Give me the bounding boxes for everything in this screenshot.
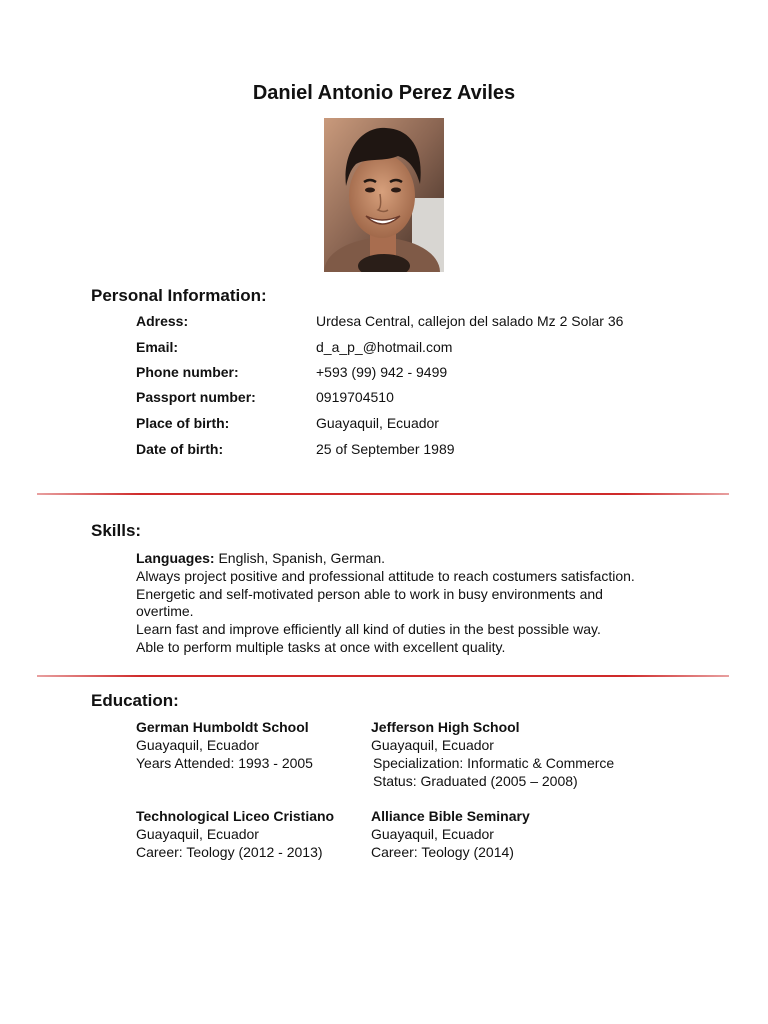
personal-info-heading: Personal Information: <box>91 286 267 305</box>
school-name: German Humboldt School <box>136 719 309 735</box>
phone-label: Phone number: <box>136 364 239 380</box>
school-detail: Guayaquil, Ecuador <box>371 737 494 753</box>
passport-value: 0919704510 <box>316 389 394 405</box>
skills-languages <box>136 549 385 567</box>
school-name: Technological Liceo Cristiano <box>136 808 335 824</box>
school-detail: Guayaquil, Ecuador <box>136 737 259 753</box>
school-detail: Specialization: Informatic & Commerce <box>373 755 615 771</box>
school-detail: Guayaquil, Ecuador <box>136 826 259 842</box>
phone-value: +593 (99) 942 - 9499 <box>316 364 448 380</box>
school-detail: Status: Graduated (2005 – 2008) <box>373 773 578 789</box>
birthdate-label: Date of birth: <box>136 441 224 457</box>
skills-line: Always project positive and professional attitude to reach costumers satisfaction. <box>136 568 635 584</box>
section-divider <box>37 675 729 677</box>
section-divider <box>37 493 729 495</box>
profile-photo <box>324 118 444 272</box>
school-detail: Years Attended: 1993 - 2005 <box>136 755 313 771</box>
email-label: Email: <box>136 339 179 355</box>
resume-name: Daniel Antonio Perez Aviles <box>252 82 516 104</box>
school-detail: Guayaquil, Ecuador <box>371 826 494 842</box>
address-value: Urdesa Central, callejon del salado Mz 2 Solar 36 <box>316 313 624 329</box>
skills-line: Able to perform multiple tasks at once with excellent quality. <box>136 639 506 655</box>
birthdate-value: 25 of September 1989 <box>316 441 455 457</box>
school-name: Jefferson High School <box>371 719 520 735</box>
skills-line: overtime. <box>136 603 194 619</box>
birthplace-value: Guayaquil, Ecuador <box>316 415 439 431</box>
languages-label: Languages: <box>136 550 215 566</box>
languages-value: English, Spanish, German. <box>214 550 385 566</box>
skills-line: Energetic and self-motivated person able to work in busy environments and <box>136 586 603 602</box>
skills-line: Learn fast and improve efficiently all kind of duties in the best possible way. <box>136 621 601 637</box>
skills-heading: Skills: <box>91 521 142 540</box>
passport-label: Passport number: <box>136 389 256 405</box>
education-heading: Education: <box>91 691 179 710</box>
address-label: Adress: <box>136 313 189 329</box>
birthplace-label: Place of birth: <box>136 415 230 431</box>
school-detail: Career: Teology (2014) <box>371 844 514 860</box>
school-name: Alliance Bible Seminary <box>371 808 530 824</box>
school-detail: Career: Teology (2012 - 2013) <box>136 844 323 860</box>
email-value: d_a_p_@hotmail.com <box>316 339 453 355</box>
